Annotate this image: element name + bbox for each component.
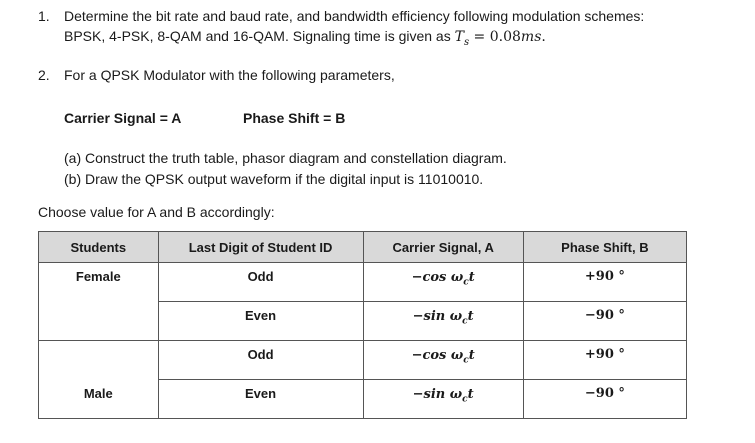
- table-row: [39, 341, 687, 380]
- carrier-time: t: [467, 309, 474, 324]
- cell-carrier: [363, 263, 523, 302]
- cell-carrier: [363, 341, 523, 380]
- cell-digit: Odd: [158, 341, 363, 380]
- cell-digit: Odd: [158, 263, 363, 302]
- question-1-number: 1.: [38, 8, 50, 24]
- carrier-expression: −cos ω: [411, 348, 464, 363]
- cell-students: Female: [39, 263, 159, 302]
- part-a: (a) Construct the truth table, phasor diagram and constellation diagram.: [64, 150, 507, 166]
- table-row: [39, 263, 687, 302]
- carrier-subscript: c: [462, 316, 468, 327]
- header-last-digit: Last Digit of Student ID: [158, 232, 363, 263]
- carrier-subscript: c: [463, 277, 469, 288]
- header-students: Students: [39, 232, 159, 263]
- cell-phase: +90 °: [523, 341, 686, 380]
- carrier-subscript: c: [462, 394, 468, 405]
- carrier-expression: −sin ω: [412, 387, 463, 402]
- carrier-subscript: c: [463, 355, 469, 366]
- header-phase-shift: Phase Shift, B: [523, 232, 686, 263]
- signaling-time-end: .: [541, 29, 546, 45]
- cell-digit: Even: [158, 302, 363, 341]
- cell-students: [39, 341, 159, 380]
- question-2-intro: For a QPSK Modulator with the following parameters,: [64, 67, 395, 83]
- signaling-time-value: = 0.08: [469, 29, 521, 45]
- table-row: [39, 380, 687, 419]
- cell-digit: Even: [158, 380, 363, 419]
- carrier-time: t: [468, 270, 475, 285]
- question-1-line-1: Determine the bit rate and baud rate, and bandwidth efficiency following modulation schemes:: [64, 8, 645, 24]
- question-1: [0, 6, 755, 46]
- cell-carrier: [363, 380, 523, 419]
- part-b: (b) Draw the QPSK output waveform if the digital input is 11010010.: [64, 171, 484, 187]
- carrier-expression: −cos ω: [411, 270, 464, 285]
- cell-students: [39, 302, 159, 341]
- cell-phase: +90 °: [523, 263, 686, 302]
- parameter-phase: Phase Shift = B: [243, 110, 346, 126]
- parameter-table: [38, 231, 687, 419]
- cell-phase: −90 °: [523, 302, 686, 341]
- question-2-number: 2.: [38, 67, 50, 83]
- table-header-row: [39, 232, 687, 263]
- signaling-time-subscript: s: [463, 36, 470, 48]
- choose-instruction: Choose value for A and B accordingly:: [38, 204, 275, 220]
- signaling-time-variable: T: [454, 29, 464, 45]
- carrier-expression: −sin ω: [412, 309, 463, 324]
- signaling-time-unit: ms: [520, 29, 542, 45]
- cell-phase: −90 °: [523, 380, 686, 419]
- cell-students: Male: [39, 380, 159, 419]
- carrier-time: t: [467, 387, 474, 402]
- header-carrier-signal: Carrier Signal, A: [363, 232, 523, 263]
- parameter-carrier: Carrier Signal = A: [64, 110, 182, 126]
- table-row: [39, 302, 687, 341]
- question-1-line-2-text: BPSK, 4-PSK, 8-QAM and 16-QAM. Signaling time is given as: [64, 28, 455, 44]
- carrier-time: t: [468, 348, 475, 363]
- cell-carrier: [363, 302, 523, 341]
- question-1-line-2: [64, 26, 546, 53]
